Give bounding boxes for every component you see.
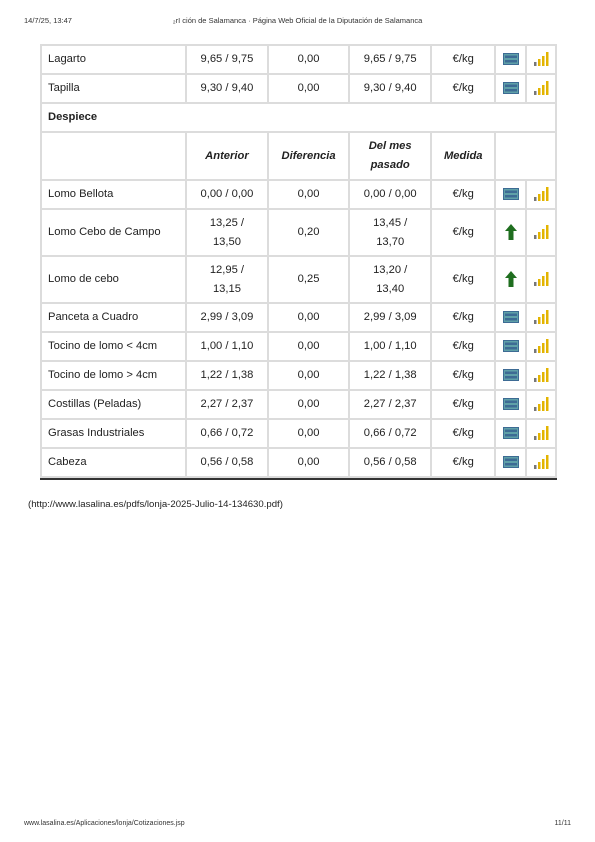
bar-chart-icon[interactable] (533, 455, 549, 469)
product-name: Lomo Bellota (40, 181, 187, 210)
trend-cell (496, 449, 526, 478)
chart-cell[interactable] (527, 181, 557, 210)
price-mes-line2: 13,40 (376, 282, 405, 295)
trend-cell (496, 210, 526, 257)
product-name: Tapilla (40, 75, 187, 104)
table-row (40, 75, 557, 104)
header-diferencia: Diferencia (269, 133, 351, 181)
print-datetime: 14/7/25, 13:47 (24, 16, 72, 25)
price-anterior: 0,00 / 0,00 (187, 181, 269, 210)
price-medida: €/kg (432, 420, 496, 449)
price-anterior: 9,30 / 9,40 (187, 75, 269, 104)
equal-icon (503, 82, 519, 94)
price-diferencia: 0,00 (269, 304, 351, 333)
trend-cell (496, 44, 526, 75)
bar-chart-icon[interactable] (533, 52, 549, 66)
print-page-title-text: ción de Salamanca · Página Web Oficial de la Diputación de Salamanca (182, 16, 423, 25)
bar-chart-icon[interactable] (533, 225, 549, 239)
bar-chart-icon[interactable] (533, 310, 549, 324)
section-row (40, 104, 557, 133)
price-diferencia: 0,20 (269, 210, 351, 257)
price-anterior: 9,65 / 9,75 (187, 44, 269, 75)
bar-chart-icon[interactable] (533, 397, 549, 411)
price-mes-pasado: 0,00 / 0,00 (350, 181, 432, 210)
up-arrow-icon (505, 271, 517, 287)
price-medida: €/kg (432, 304, 496, 333)
bar-chart-icon[interactable] (533, 339, 549, 353)
chart-cell[interactable] (527, 449, 557, 478)
print-page-number: 11/11 (554, 820, 571, 827)
up-arrow-icon (505, 224, 517, 240)
price-medida: €/kg (432, 44, 496, 75)
price-mes-pasado: 2,99 / 3,09 (350, 304, 432, 333)
table-row (40, 449, 557, 478)
source-pdf-link[interactable]: (http://www.lasalina.es/pdfs/lonja-2025-Julio-14-134630.pdf) (28, 499, 283, 510)
product-name: Panceta a Cuadro (40, 304, 187, 333)
price-anterior: 2,99 / 3,09 (187, 304, 269, 333)
product-name: Lomo de cebo (40, 257, 187, 304)
product-name: Tocino de lomo > 4cm (40, 362, 187, 391)
trend-cell (496, 391, 526, 420)
price-mes-pasado: 1,00 / 1,10 (350, 333, 432, 362)
header-mes-pasado (350, 133, 432, 181)
table-row (40, 362, 557, 391)
chart-cell[interactable] (527, 44, 557, 75)
price-medida: €/kg (432, 75, 496, 104)
price-diferencia: 0,00 (269, 449, 351, 478)
product-name: Costillas (Peladas) (40, 391, 187, 420)
price-anterior-line2: 13,50 (212, 235, 241, 248)
price-anterior (187, 210, 269, 257)
price-anterior: 2,27 / 2,37 (187, 391, 269, 420)
trend-cell (496, 257, 526, 304)
price-anterior: 0,66 / 0,72 (187, 420, 269, 449)
equal-icon (503, 456, 519, 468)
price-medida: €/kg (432, 181, 496, 210)
price-anterior: 1,00 / 1,10 (187, 333, 269, 362)
print-page-title (0, 16, 595, 25)
bar-chart-icon[interactable] (533, 272, 549, 286)
price-diferencia: 0,00 (269, 420, 351, 449)
price-diferencia: 0,00 (269, 391, 351, 420)
price-diferencia: 0,00 (269, 362, 351, 391)
trend-cell (496, 181, 526, 210)
price-mes-pasado: 9,30 / 9,40 (350, 75, 432, 104)
price-medida: €/kg (432, 333, 496, 362)
trend-cell (496, 304, 526, 333)
price-mes-pasado (350, 210, 432, 257)
price-mes-line1: 13,45 / (373, 216, 408, 229)
product-name: Grasas Industriales (40, 420, 187, 449)
equal-icon (503, 340, 519, 352)
header-medida: Medida (432, 133, 496, 181)
product-name: Lagarto (40, 44, 187, 75)
price-anterior (187, 257, 269, 304)
price-anterior-line1: 12,95 / (209, 263, 245, 276)
table-row (40, 420, 557, 449)
product-name: Lomo Cebo de Campo (40, 210, 187, 257)
trend-cell (496, 75, 526, 104)
chart-cell[interactable] (527, 304, 557, 333)
price-mes-pasado: 1,22 / 1,38 (350, 362, 432, 391)
table-row (40, 44, 557, 75)
trend-cell (496, 333, 526, 362)
equal-icon (503, 188, 519, 200)
column-header-row (40, 133, 557, 181)
price-medida: €/kg (432, 362, 496, 391)
prices-table (40, 44, 557, 480)
price-medida: €/kg (432, 210, 496, 257)
price-diferencia: 0,00 (269, 75, 351, 104)
chart-cell[interactable] (527, 333, 557, 362)
price-mes-pasado: 0,66 / 0,72 (350, 420, 432, 449)
price-mes-line1: 13,20 / (373, 263, 408, 276)
chart-cell[interactable] (527, 210, 557, 257)
chart-cell[interactable] (527, 362, 557, 391)
product-name: Tocino de lomo < 4cm (40, 333, 187, 362)
trend-cell (496, 420, 526, 449)
bar-chart-icon[interactable] (533, 368, 549, 382)
price-mes-pasado: 2,27 / 2,37 (350, 391, 432, 420)
bar-chart-icon[interactable] (533, 81, 549, 95)
equal-icon (503, 53, 519, 65)
print-footer-url: www.lasalina.es/Aplicaciones/lonja/Cotizaciones.jsp (24, 820, 185, 827)
chart-cell[interactable] (527, 75, 557, 104)
price-anterior: 0,56 / 0,58 (187, 449, 269, 478)
chart-cell[interactable] (527, 420, 557, 449)
price-medida: €/kg (432, 391, 496, 420)
price-medida: €/kg (432, 449, 496, 478)
print-page-title-prefix: ₂rI (172, 16, 181, 25)
price-anterior-line2: 13,15 (212, 282, 241, 295)
price-diferencia: 0,00 (269, 181, 351, 210)
price-mes-pasado: 0,56 / 0,58 (350, 449, 432, 478)
table-row (40, 391, 557, 420)
bar-chart-icon[interactable] (533, 426, 549, 440)
chart-cell[interactable] (527, 257, 557, 304)
chart-cell[interactable] (527, 391, 557, 420)
table-row (40, 257, 557, 304)
equal-icon (503, 398, 519, 410)
bar-chart-icon[interactable] (533, 187, 549, 201)
section-label: Despiece (40, 104, 557, 133)
price-mes-pasado (350, 257, 432, 304)
price-mes-pasado: 9,65 / 9,75 (350, 44, 432, 75)
header-empty (40, 133, 187, 181)
product-name: Cabeza (40, 449, 187, 478)
price-diferencia: 0,00 (269, 44, 351, 75)
header-mes-line2: pasado (370, 159, 410, 171)
trend-cell (496, 362, 526, 391)
table-row (40, 181, 557, 210)
equal-icon (503, 369, 519, 381)
price-diferencia: 0,25 (269, 257, 351, 304)
price-anterior-line1: 13,25 / (209, 216, 245, 229)
header-anterior: Anterior (187, 133, 269, 181)
table-row (40, 333, 557, 362)
table-row (40, 304, 557, 333)
price-anterior: 1,22 / 1,38 (187, 362, 269, 391)
price-diferencia: 0,00 (269, 333, 351, 362)
table-row (40, 210, 557, 257)
price-mes-line2: 13,70 (376, 235, 405, 248)
header-mes-line1: Del mes (368, 140, 412, 152)
equal-icon (503, 427, 519, 439)
header-icons-empty (496, 133, 557, 181)
price-medida: €/kg (432, 257, 496, 304)
equal-icon (503, 311, 519, 323)
